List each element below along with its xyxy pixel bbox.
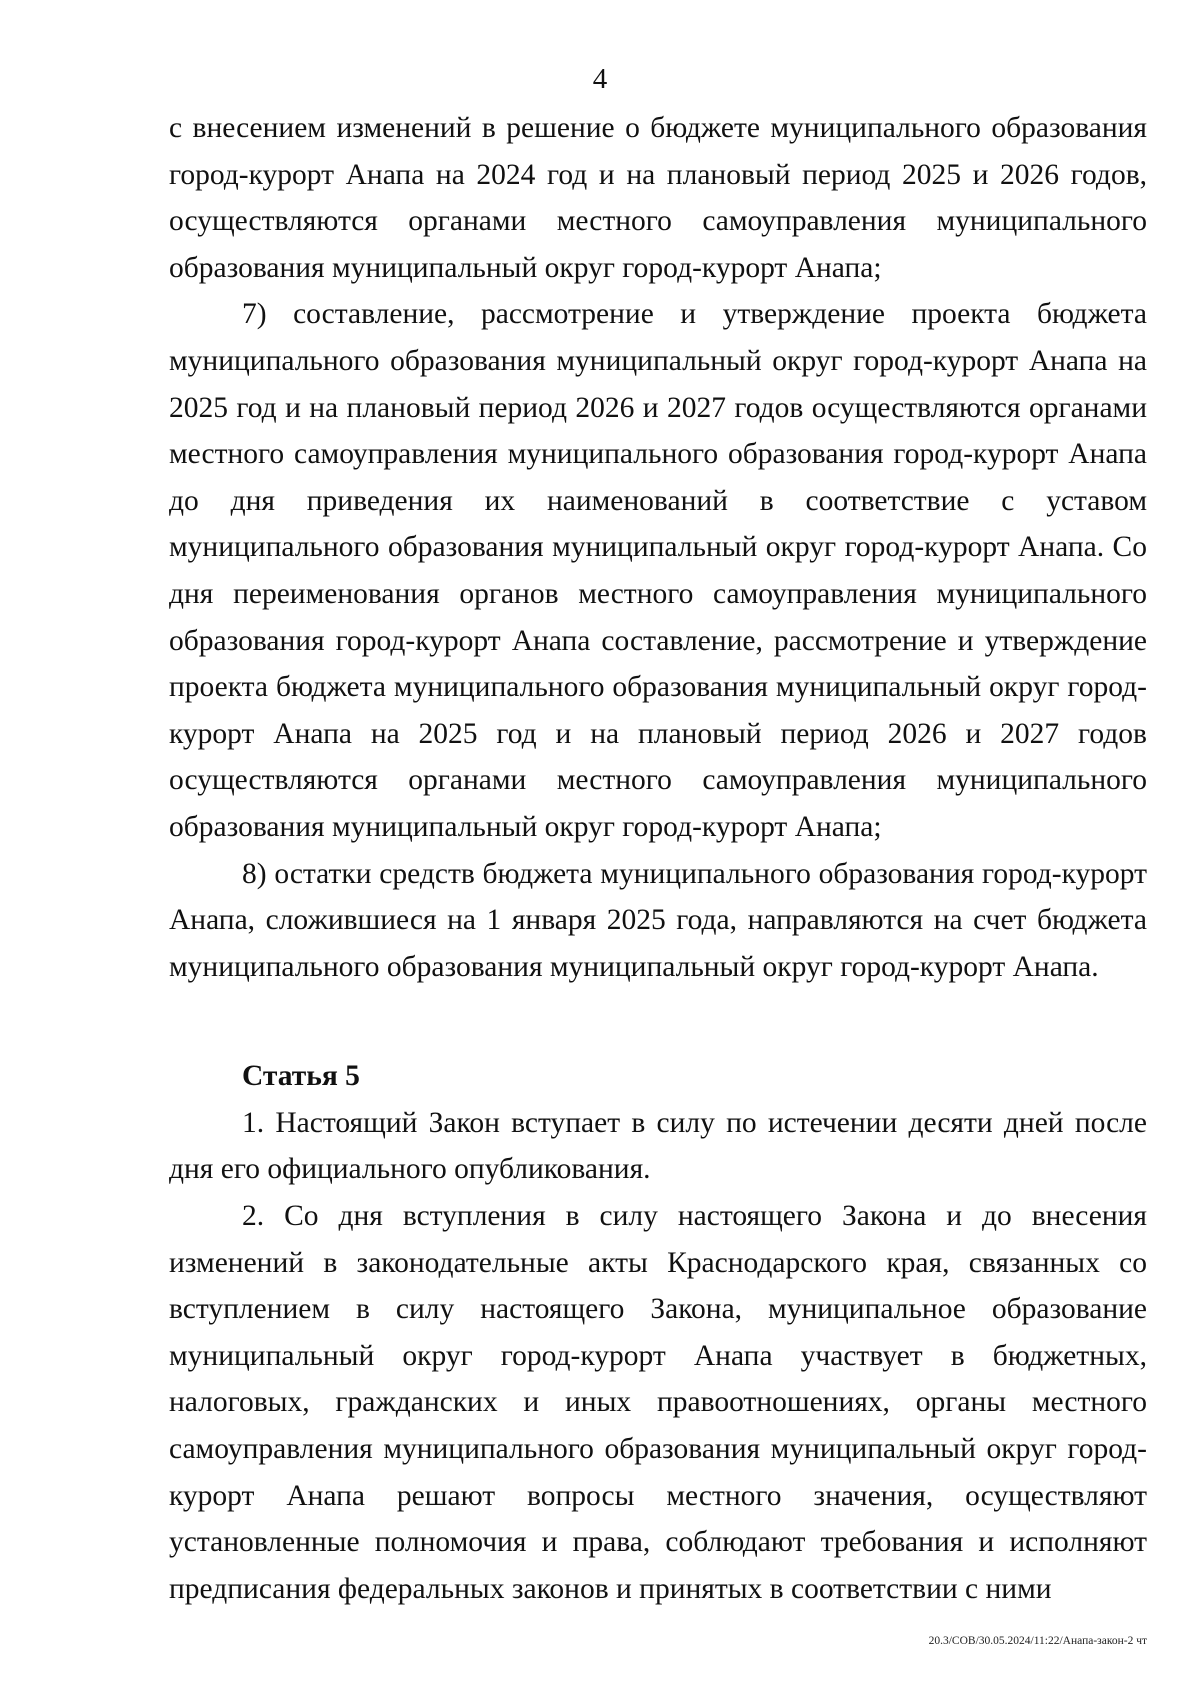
article-heading: Статья 5 — [242, 1060, 360, 1093]
document-footer-code: 20.3/СОВ/30.05.2024/11:22/Анапа-закон-2 чт — [928, 1635, 1147, 1647]
paragraph-article-5-part-2: 2. Со дня вступления в силу настоящего Закона и до внесения изменений в законодательные акты Краснодарского края, связанных со вступлением в силу настоящего Закона, муниципальное образование муниципальный округ город-курорт Анапа участвует в бюджетных, налоговых, гражданских и иных правоотношениях, органы местного самоуправления муниципального образования муниципальный округ город-курорт Анапа решают вопросы местного значения, осуществляют установленные полномочия и права, соблюдают требования и исполняют предписания федеральных законов и принятых в соответствии с ними — [169, 1200, 1147, 1605]
paragraph-item-8: 8) остатки средств бюджета муниципального образования город-курорт Анапа, сложившиеся на 1 января 2025 года, направляются на счет бюджета муниципального образования муниципальный округ город-курорт Анапа. — [169, 857, 1147, 983]
page-number: 4 — [592, 63, 608, 95]
paragraph-continuation: с внесением изменений в решение о бюджете муниципального образования город-курорт Анапа на 2024 год и на плановый период 2025 и 2026 годов, осуществляются органами местного самоуправления муниципального образования муниципальный округ город-курорт Анапа; — [169, 112, 1147, 284]
document-body — [169, 105, 1147, 1612]
paragraph-article-5-part-1: 1. Настоящий Закон вступает в силу по истечении десяти дней после дня его официального опубликования. — [169, 1106, 1147, 1186]
paragraph-item-7: 7) составление, рассмотрение и утверждение проекта бюджета муниципального образования муниципальный округ город-курорт Анапа на 2025 год и на плановый период 2026 и 2027 годов осуществляются органами местного самоуправления муниципального образования город-курорт Анапа до дня приведения их наименований в соответствие с уставом муниципального образования муниципальный округ город-курорт Анапа. Со дня переименования органов местного самоуправления муниципального образования город-курорт Анапа составление, рассмотрение и утверждение проекта бюджета муниципального образования муниципальный округ город-курорт Анапа на 2025 год и на плановый период 2026 и 2027 годов осуществляются органами местного самоуправления муниципального образования муниципальный округ город-курорт Анапа; — [169, 298, 1147, 843]
